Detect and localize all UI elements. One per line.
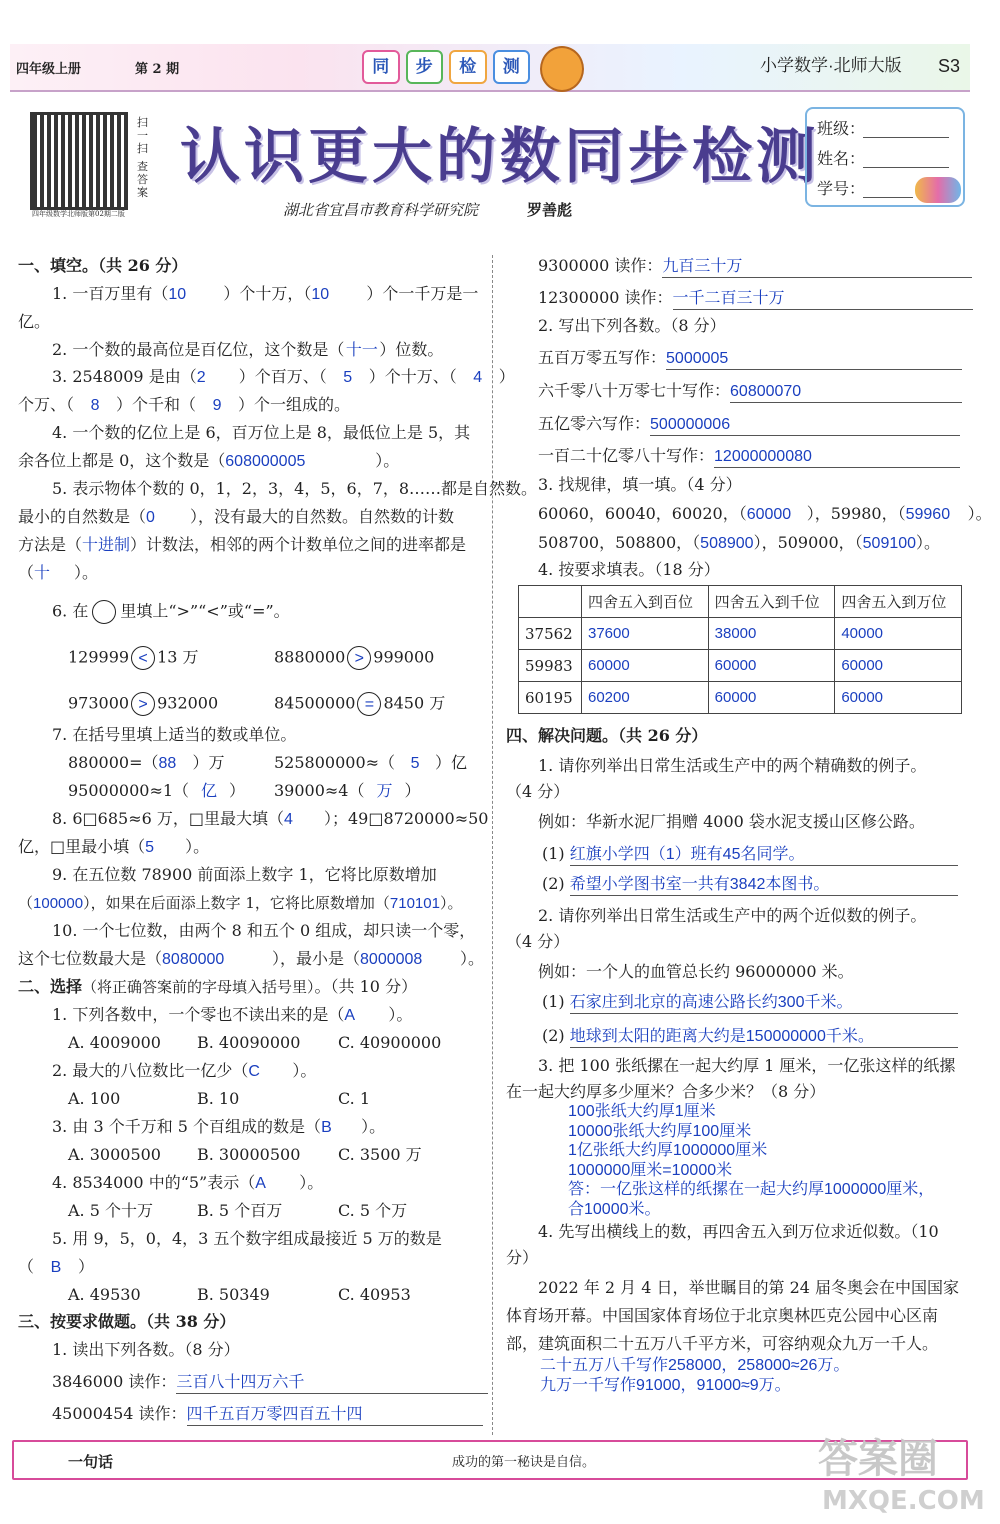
q2-line: 2. 一个数的最高位是百亿位，这个数是（十一）位数。: [52, 340, 444, 359]
table-row: [519, 650, 962, 682]
section-2-heading: 二、选择（将正确答案前的字母填入括号里）。（共 10 分）: [18, 977, 418, 996]
table-header-cell: 四舍五入到百位: [582, 586, 709, 618]
s2-q1-opt-c[interactable]: C. 40900000: [338, 1033, 442, 1052]
table-row: [519, 618, 962, 650]
section-1-heading: 一、填空。（共 26 分）: [18, 256, 188, 275]
q3-cont: 个万、（ 8 ）个千和（ 9 ）个一组成的。: [18, 395, 351, 414]
table-cell: 60000: [835, 682, 962, 714]
s2-q2-opt-a[interactable]: A. 100: [68, 1089, 121, 1108]
q8-cont: 亿，□里最小填（5 ）。: [18, 837, 210, 856]
table-header-cell: 四舍五入到万位: [835, 586, 962, 618]
class-field[interactable]: [863, 137, 949, 138]
q7-r1a: 880000=（88 ）万: [68, 753, 225, 772]
table-header-row: [519, 586, 962, 618]
q5-line: 5. 表示物体个数的 0，1，2，3，4，5，6，7，8……都是自然数。: [52, 479, 538, 498]
s3-pattern1: 60060，60040，60020，（60000 ），59980，（59960 ）。: [538, 504, 992, 523]
s3-q1: 1. 读出下列各数。（8 分）: [52, 1340, 240, 1359]
qr-caption: 四年级数学北师版第02期二版: [32, 210, 125, 218]
compare-circle-icon: [92, 600, 116, 624]
s4-q3-cont: 在一起大约厚多少厘米？合多少米？（8 分）: [506, 1082, 826, 1101]
table-cell: 60195: [519, 682, 582, 714]
s2-q5-cont: （ B ）: [18, 1257, 95, 1276]
q7-r2a: 95000000≈1（ 亿 ）: [68, 781, 246, 800]
q5-cont3: （十 ）。: [18, 563, 99, 582]
s4-q1-ans2: (2) 希望小学图书室一共有3842本图书。: [542, 874, 958, 896]
s4-q2: 2. 请你列举出日常生活或生产中的两个近似数的例子。: [538, 906, 927, 925]
s4-q4-para3: 部，建筑面积二十五万八千平方米，可容纳观众九万一千人。: [506, 1334, 939, 1353]
author-name: 罗善彪: [527, 201, 573, 219]
s4-q1-ans1: (1) 红旗小学四（1）班有45名同学。: [542, 844, 958, 866]
s3-read2: 45000454 读作：四千五百万零四百五十四: [52, 1404, 483, 1426]
s4-q2-ans2: (2) 地球到太阳的距离大约是150000000千米。: [542, 1026, 958, 1048]
q6-row1: 129999 < 13 万: [68, 646, 199, 670]
table-cell: 38000: [708, 618, 835, 650]
s3-read1: 3846000 读作：三百八十四万六千: [52, 1372, 488, 1394]
table-header-cell: [519, 586, 582, 618]
footer-label: 一句话: [68, 1453, 114, 1471]
s2-q1-opt-a[interactable]: A. 4009000: [68, 1033, 161, 1052]
q5-cont2: 方法是（十进制）计数法，相邻的两个计数单位之间的进率都是: [18, 535, 467, 554]
s4-q1: 1. 请你列举出日常生活或生产中的两个精确数的例子。: [538, 756, 927, 775]
table-cell: 37600: [582, 618, 709, 650]
header-issue: 第 2 期: [135, 62, 180, 77]
s2-q3-opt-c[interactable]: C. 3500 万: [338, 1145, 422, 1164]
s2-q3-opt-b[interactable]: B. 30000500: [197, 1145, 301, 1164]
s4-q2-score: （4 分）: [506, 932, 570, 951]
s4-q3-answer: [568, 1102, 934, 1219]
qr-scan-text: 扫一扫: [137, 116, 148, 155]
table-cell: 60000: [582, 650, 709, 682]
s2-q1: 1. 下列各数中，一个零也不读出来的是（A ）。: [52, 1005, 413, 1024]
s4-q4-ans1: 二十五万八千写作258000，258000≈26万。: [540, 1357, 850, 1374]
q6-line: 6. 在 里填上“>”“<”或“=”。: [52, 600, 290, 624]
s3-q2: 2. 写出下列各数。（8 分）: [538, 316, 726, 335]
s2-q4-opt-b[interactable]: B. 5 个百万: [197, 1201, 283, 1220]
q10-line: 10. 一个七位数，由两个 8 和五个 0 组成，却只读一个零，: [52, 921, 476, 940]
s4-q4-score: 分）: [506, 1248, 539, 1267]
watermark-text: 答案圈: [818, 1436, 938, 1482]
answer-line: 10000张纸大约厚100厘米: [568, 1122, 752, 1140]
table-cell: 60200: [582, 682, 709, 714]
table-row: [519, 682, 962, 714]
s3-q3: 3. 找规律，填一填。（4 分）: [538, 475, 742, 494]
table-cell: 40000: [835, 618, 962, 650]
q8-line: 8. 6□685≈6 万，□里最大填（4 ）；49□8720000≈50: [52, 809, 489, 828]
s4-q1-example: 例如：华新水泥厂捐赠 4000 袋水泥支援山区修公路。: [538, 812, 925, 831]
footer-quote: 成功的第一秘诀是自信。: [452, 1455, 596, 1470]
page-title: 认识更大的数同步检测: [180, 122, 820, 192]
s4-q2-example: 例如：一个人的血管总长约 96000000 米。: [538, 962, 854, 981]
q7-r1b: 525800000≈（ 5 ）亿: [274, 753, 468, 772]
s4-q4-ans2: 九万一千写作91000，91000≈9万。: [540, 1377, 791, 1394]
q7-r2b: 39000≈4（ 万 ）: [274, 781, 421, 800]
qr-code-icon: [30, 112, 128, 210]
s2-q4: 4. 8534000 中的“5”表示（A ）。: [52, 1173, 324, 1192]
id-field[interactable]: [863, 197, 913, 198]
id-label: 学号：: [817, 179, 866, 198]
s3-write3: 五亿零六写作：500000006: [538, 414, 960, 436]
s2-q5-opt-a[interactable]: A. 49530: [68, 1285, 141, 1304]
class-label: 班级：: [817, 119, 866, 138]
q6-row1b: 8880000 > 999000: [274, 646, 434, 670]
name-label: 姓名：: [817, 149, 866, 168]
q7-line: 7. 在括号里填上适当的数或单位。: [52, 725, 297, 744]
s2-q5-opt-c[interactable]: C. 40953: [338, 1285, 411, 1304]
header-badge: [362, 50, 530, 86]
s3-q4: 4. 按要求填表。（18 分）: [538, 560, 720, 579]
s2-q2-opt-c[interactable]: C. 1: [338, 1089, 371, 1108]
header-page: S3: [938, 56, 961, 76]
qr-answer-text: 查答案: [137, 160, 148, 199]
s2-q2: 2. 最大的八位数比一亿少（C ）。: [52, 1061, 317, 1080]
answer-line: 100张纸大约厚1厘米: [568, 1103, 716, 1120]
s2-q1-opt-b[interactable]: B. 40090000: [197, 1033, 301, 1052]
s3-read3: 9300000 读作：九百三十万: [538, 256, 972, 278]
rounding-table: [518, 585, 962, 714]
q10-cont: 这个七位数最大是（8080000 ），最小是（8000008 ）。: [18, 949, 485, 968]
author-institution: 湖北省宜昌市教育科学研究院: [283, 201, 479, 219]
s2-q4-opt-c[interactable]: C. 5 个万: [338, 1201, 408, 1220]
s4-q4-para2: 体育场开幕。中国国家体育场位于北京奥林匹克公园中心区南: [506, 1306, 939, 1325]
column-divider: [492, 255, 493, 1435]
s4-q3: 3. 把 100 张纸摞在一起大约厚 1 厘米，一亿张这样的纸摞: [538, 1056, 956, 1075]
header-grade: 四年级上册: [16, 62, 82, 77]
q9-line: 9. 在五位数 78900 前面添上数字 1，它将比原数增加: [52, 865, 437, 884]
table-cell: 60000: [708, 682, 835, 714]
cartoon-animals-icon: [915, 177, 961, 203]
table-cell: 60000: [708, 650, 835, 682]
table-cell: 59983: [519, 650, 582, 682]
student-info-box: [805, 107, 965, 207]
section-4-heading: 四、解决问题。（共 26 分）: [506, 726, 708, 745]
s2-q2-opt-b[interactable]: B. 10: [197, 1089, 240, 1108]
answer-line: 1000000厘米=10000米: [568, 1161, 733, 1179]
s4-q4-para1: 2022 年 2 月 4 日，举世瞩目的第 24 届冬奥会在中国国家: [538, 1278, 960, 1297]
q1-line: 1. 一百万里有（10 ）个十万，（10 ）个一千万是一: [52, 284, 479, 303]
s2-q3: 3. 由 3 个千万和 5 个百组成的数是（B ）。: [52, 1117, 386, 1136]
table-cell: 37562: [519, 618, 582, 650]
name-field[interactable]: [863, 167, 949, 168]
q5-cont1: 最小的自然数是（0 ），没有最大的自然数。自然数的计数: [18, 507, 455, 526]
s2-q5: 5. 用 9，5，0，4，3 五个数字组成最接近 5 万的数是: [52, 1229, 442, 1248]
s4-q1-score: （4 分）: [506, 782, 570, 801]
badge-char: 步: [406, 50, 444, 84]
s2-q5-opt-b[interactable]: B. 50349: [197, 1285, 270, 1304]
q6-row2b: 84500000 = 8450 万: [274, 692, 445, 716]
answer-line: 合10000米。: [568, 1200, 661, 1218]
s3-read4: 12300000 读作：一千二百三十万: [538, 288, 973, 310]
q4-line: 4. 一个数的亿位上是 6，百万位上是 8，最低位上是 5，其: [52, 423, 471, 442]
s4-q2-ans1: (1) 石家庄到北京的高速公路长约300千米。: [542, 992, 958, 1014]
s4-q4: 4. 先写出横线上的数，再四舍五入到万位求近似数。（10: [538, 1222, 939, 1241]
answer-line: 答：一亿张这样的纸摞在一起大约厚1000000厘米，: [568, 1181, 935, 1198]
section-3-heading: 三、按要求做题。（共 38 分）: [18, 1312, 236, 1331]
tiger-mascot-icon: [540, 46, 584, 92]
q4-cont: 余各位上都是 0，这个数是（608000005 ）。: [18, 451, 400, 470]
s3-pattern2: 508700，508800，（508900），509000，（509100）。: [538, 533, 941, 552]
s3-write4: 一百二十亿零八十写作：12000000080: [538, 446, 960, 468]
answer-line: 1亿张纸大约厚1000000厘米: [568, 1142, 768, 1159]
q9-cont: （100000），如果在后面添上数字 1，它将比原数增加（710101）。: [18, 894, 463, 912]
s2-q3-opt-a[interactable]: A. 3000500: [68, 1145, 161, 1164]
q1-cont: 亿。: [18, 312, 51, 331]
table-cell: 60000: [835, 650, 962, 682]
s3-write2: 六千零八十万零七十写作：60800070: [538, 381, 962, 403]
header-subject: 小学数学·北师大版: [760, 56, 902, 75]
q6-row2: 973000 > 932000: [68, 692, 218, 716]
q3-line: 3. 2548009 是由（2 ）个百万、（ 5 ）个十万、（ 4 ）: [52, 367, 515, 386]
s3-write1: 五百万零五写作：5000005: [538, 348, 962, 370]
badge-char: 测: [493, 50, 531, 84]
badge-char: 检: [449, 50, 487, 84]
s2-q4-opt-a[interactable]: A. 5 个十万: [68, 1201, 153, 1220]
badge-char: 同: [362, 50, 400, 84]
watermark-url: MXQE.COM: [822, 1486, 985, 1516]
table-header-cell: 四舍五入到千位: [708, 586, 835, 618]
